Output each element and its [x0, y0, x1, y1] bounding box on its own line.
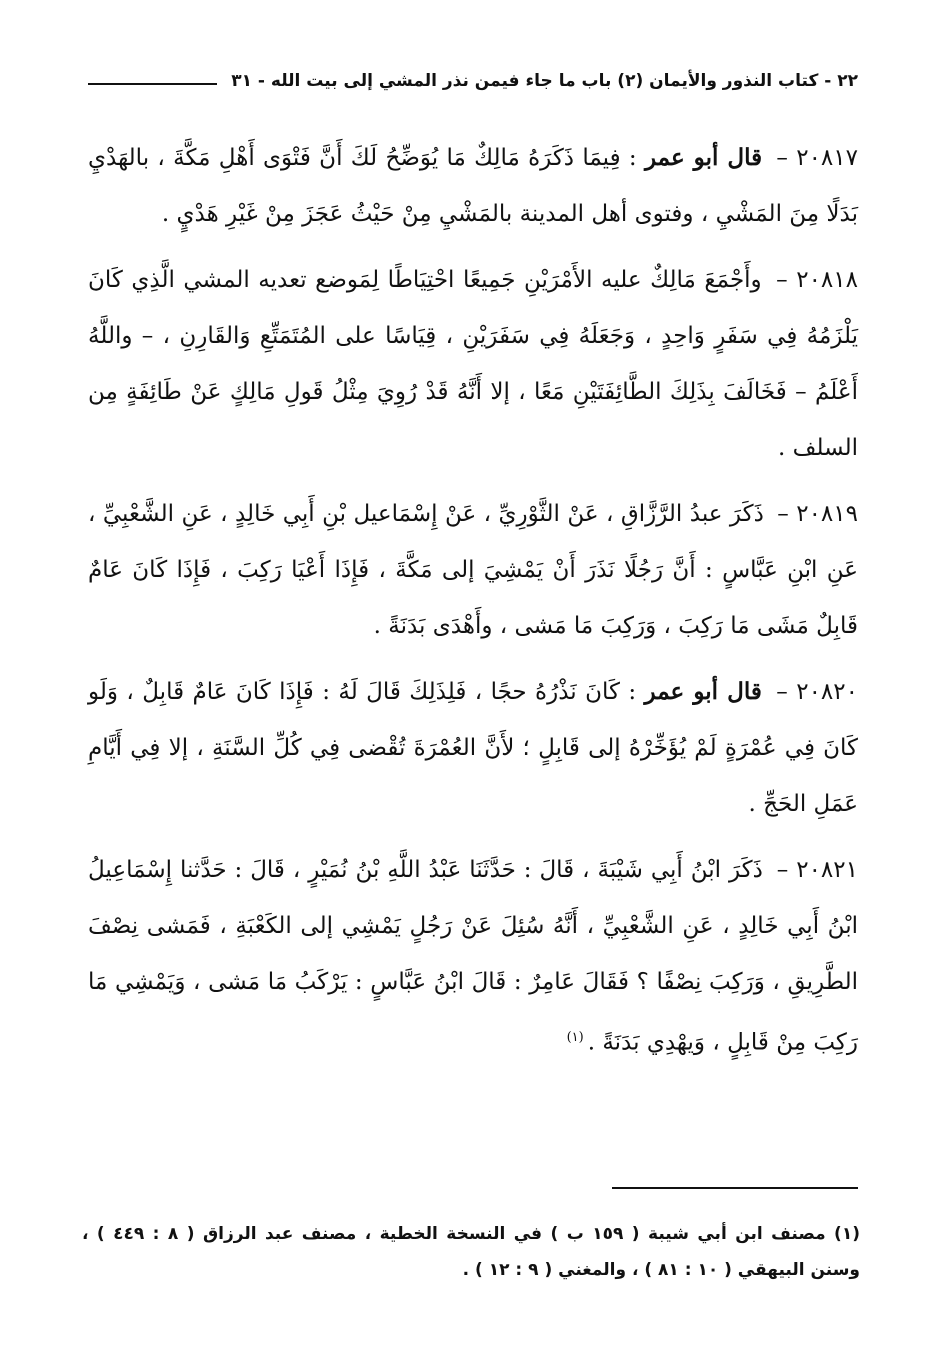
paragraph-20820: [88, 664, 858, 832]
speaker-label: قال أبو عمر: [644, 144, 763, 171]
paragraph-text: وأَجْمَعَ مَالِكٌ عليه الأَمْرَيْنِ جَمِيعًا احْتِيَاطًا لِمَوضع تعديه المشي الَّذِي كَانَ يَلْزَمُهُ فِي سَفَرٍ وَاحِدٍ ، وَجَعَلَهُ فِي سَفَرَيْنِ ، قِيَاسًا على المُتَمَتِّعِ وَالقَارِنِ ، – واللَّهُ أَعْلَمُ – فَخَالَفَ بِذَلِكَ الطَّائِفَتَيْنِ مَعًا ، إلا أَنَّهُ قَدْ رُوِيَ مِثْلُ قَولِ مَالِكٍ عَنْ طَائِفَةٍ مِن السلف .: [88, 267, 858, 461]
paragraph-text: ذَكَرَ عبدُ الرَّزَّاقِ ، عَنْ الثَّوْرِيِّ ، عَنْ إِسْمَاعيل بْنِ أَبِي خَالِدٍ ، عَنِ الشَّعْبِيِّ ، عَنِ ابْنِ عَبَّاسٍ : أَنَّ رَجُلًا نَذَرَ أَنْ يَمْشِيَ إلى مَكَّةَ ، فَإِذَا أَعْيَا رَكِبَ ، فَإِذَا كَانَ عَامٌ قَابِلٌ مَشَى مَا رَكِبَ ، وَرَكِبَ مَا مَشى ، وأَهْدَى بَدَنَةً .: [88, 501, 858, 639]
main-text: [88, 130, 858, 1081]
paragraph-number: ٢٠٨١٨ –: [767, 267, 858, 293]
running-header: [88, 64, 858, 98]
paragraph-number: ٢٠٨٢١ –: [768, 857, 858, 883]
paragraph-text: : كَانَ نَذْرُهُ حجًا ، فَلِذَلِكَ قَالَ لَهُ : فَإِذَا كَانَ عَامٌ قَابِلٌ ، وَلَو كَانَ فِي عُمْرَةٍ لَمْ يُؤَخِّرْهُ إلى قَابِلٍ ؛ لأَنَّ العُمْرَةَ تُقْضى فِي كُلِّ السَّنَةِ ، إلا فِي أَيَّامِ عَمَلِ الحَجِّ .: [88, 679, 858, 817]
speaker-label: قال أبو عمر: [644, 678, 762, 705]
header-title: ٢٢ - كتاب النذور والأيمان (٢) باب ما جاء فيمن نذر المشي إلى بيت الله - ٣١: [231, 71, 858, 91]
header-rule: [88, 83, 217, 85]
paragraph-20819: [88, 486, 858, 654]
footnote-text: (١) مصنف ابن أبي شيبة ( ١٥٩ ب ) في النسخة الخطية ، مصنف عبد الرزاق ( ٨ : ٤٤٩ ) ، وسنن البيهقي ( ١٠ : ٨١ ) ، والمغني ( ٩ : ١٢ ) .: [82, 1224, 860, 1280]
paragraph-20818: [88, 252, 858, 476]
paragraph-20817: [88, 130, 858, 242]
footnote-separator: [612, 1187, 858, 1189]
footnote: [82, 1216, 860, 1288]
paragraph-text: ذَكَرَ ابْنُ أَبِي شَيْبَةَ ، قَالَ : حَدَّثَنَا عَبْدُ اللَّهِ بْنُ نُمَيْرٍ ، قَالَ : حَدَّثنا إِسْمَاعِيلُ ابْنُ أَبِي خَالِدٍ ، عَنِ الشَّعْبِيِّ ، أَنَّهُ سُئِلَ عَنْ رَجُلٍ يَمْشِي إلى الكَعْبَةِ ، فَمَشى نِصْفَ الطَّرِيقِ ، وَرَكِبَ نِصْفًا ؟ فَقَالَ عَامِرٌ : قَالَ ابْنُ عَبَّاسٍ : يَرْكَبُ مَا مَشى ، وَيَمْشِي مَا رَكِبَ مِنْ قَابِلٍ ، وَيهْدِي بَدَنَةً .: [88, 857, 859, 1056]
paragraph-number: ٢٠٨١٩ –: [769, 501, 858, 527]
paragraph-number: ٢٠٨١٧ –: [768, 145, 858, 171]
paragraph-number: ٢٠٨٢٠ –: [767, 679, 858, 705]
footnote-reference[interactable]: (١): [566, 1030, 584, 1045]
paragraph-20821: [88, 842, 858, 1071]
paragraph-text: : فِيمَا ذَكَرَهُ مَالِكٌ مَا يُوَضِّحُ لَكَ أَنَّ فَتْوَى أَهْلِ مَكَّةَ ، بالهَدْيِ بَدَلًا مِنَ المَشْيِ ، وفتوى أهل المدينة بالمَشْيِ مِنْ حَيْثُ عَجَزَ مِنْ غَيْرِ هَدْيٍ .: [88, 145, 858, 227]
